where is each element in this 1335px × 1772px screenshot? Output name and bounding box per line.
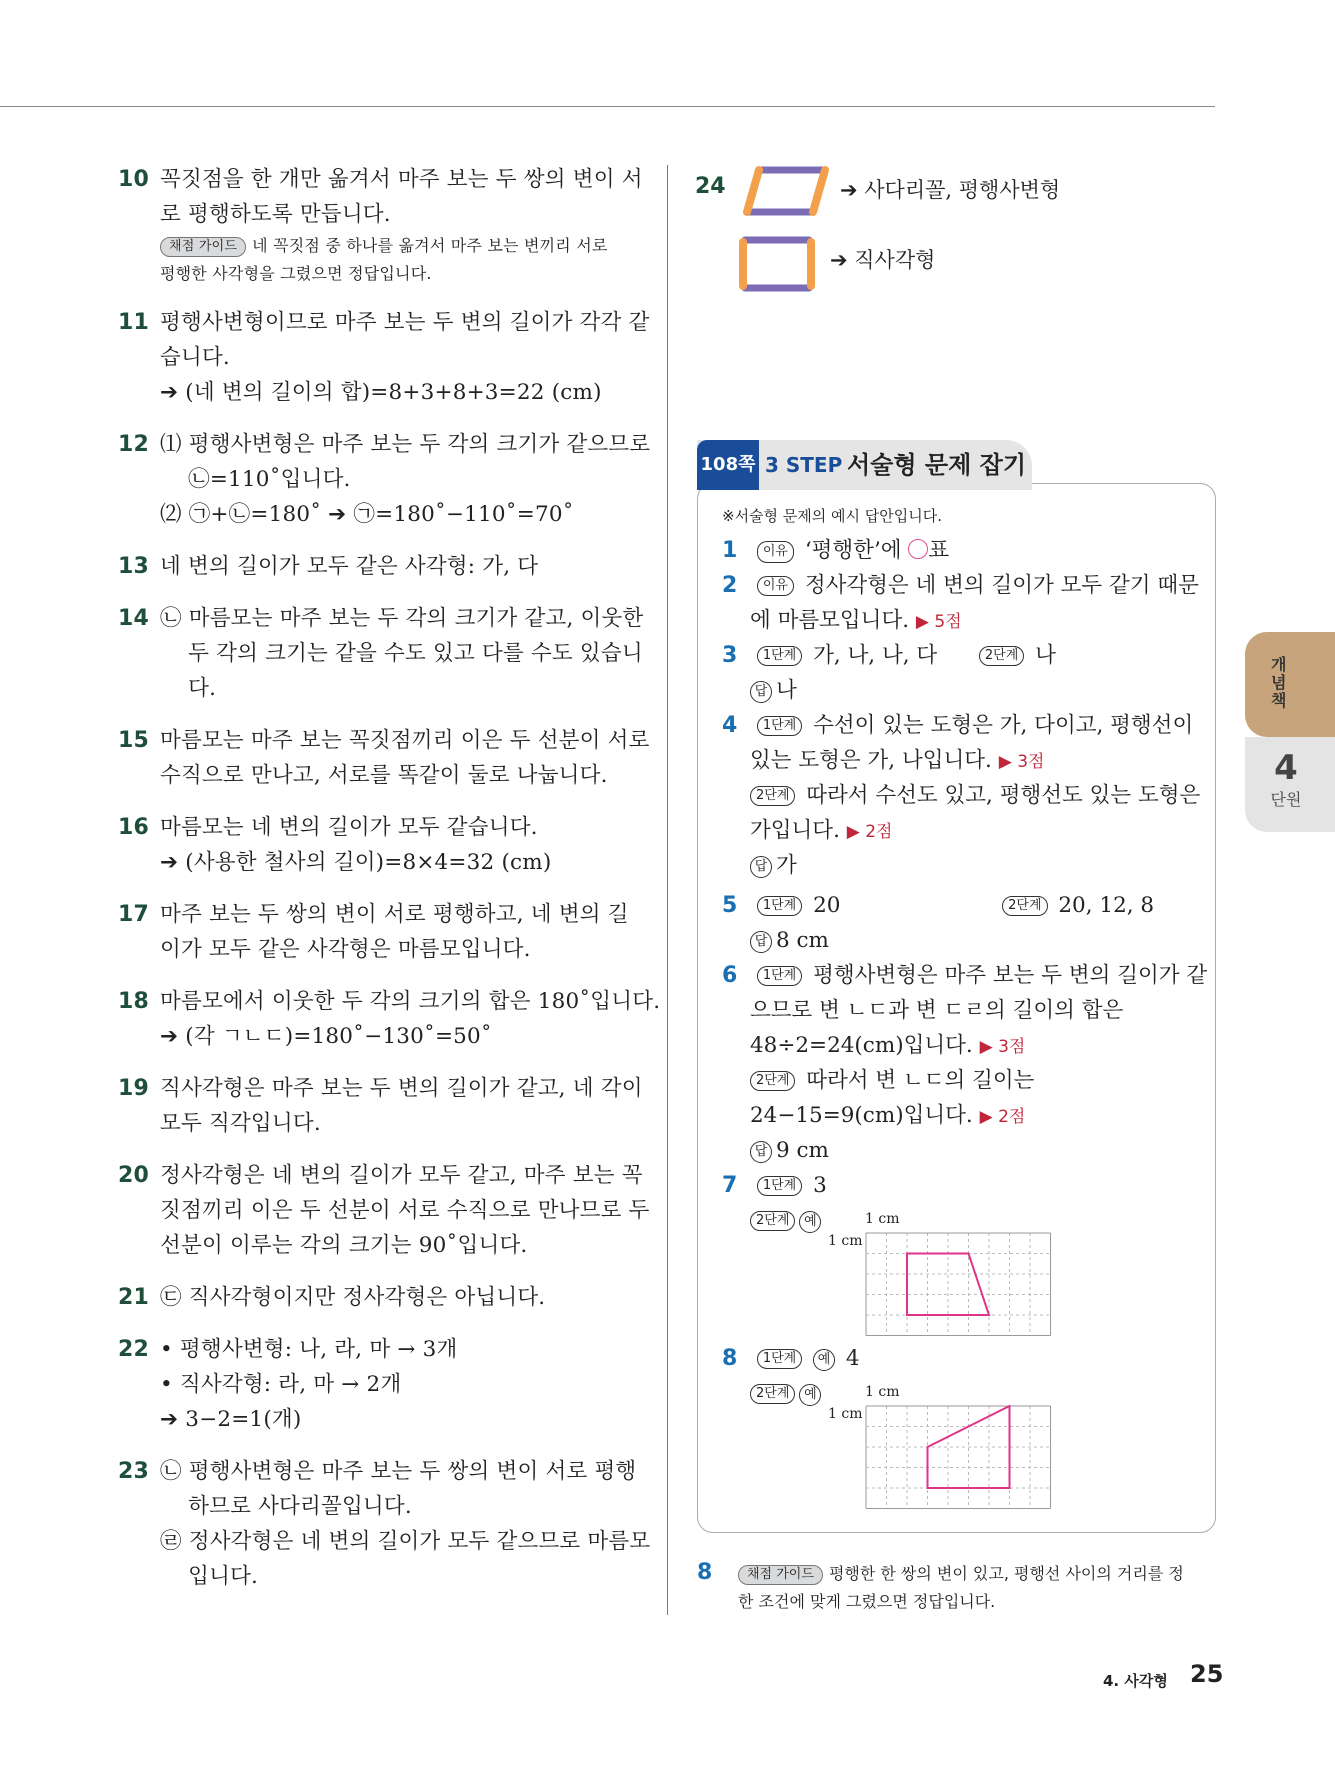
footnote-guide: 채점 가이드 평행한 한 쌍의 변이 있고, 평행선 사이의 거리를 정 한 조건에 맞게 그렸으면 정답입니다. bbox=[738, 1564, 1184, 1611]
section-title: 서술형 문제 잡기 bbox=[847, 451, 1026, 479]
grid-1-trapezoid bbox=[865, 1232, 1055, 1347]
item-line: ➔ (각 ㄱㄴㄷ)=180˚−130˚=50˚ bbox=[160, 1024, 492, 1049]
item-line: 마름모에서 이웃한 두 각의 크기의 합은 180˚입니다. bbox=[160, 989, 661, 1014]
answer-2: 2 이유 정사각형은 네 변의 길이가 모두 같기 때문 bbox=[722, 573, 1199, 598]
answer-item-19 bbox=[118, 1071, 643, 1141]
item-line: 마주 보는 두 쌍의 변이 서로 평행하고, 네 변의 길 bbox=[160, 902, 629, 927]
answer-2-cont: 에 마름모입니다. ▶ 5점 bbox=[750, 608, 962, 633]
answer-4-line-4: 가입니다. ▶ 2점 bbox=[750, 818, 893, 843]
item-line: 모두 직각입니다. bbox=[160, 1111, 321, 1136]
circle-mark-icon bbox=[908, 539, 928, 559]
answer-5: 5 1단계 20 2단계 20, 12, 8 bbox=[722, 893, 1155, 918]
answer-7: 7 1단계 3 bbox=[722, 1173, 827, 1198]
grid-2-top-label: 1 cm bbox=[865, 1384, 900, 1400]
answer-4-line-2: 있는 도형은 가, 나입니다. ▶ 3점 bbox=[750, 748, 1045, 773]
answer-6-result: 답 9 cm bbox=[750, 1133, 829, 1168]
answer-item-15 bbox=[118, 723, 650, 793]
item-number: 23 bbox=[118, 1459, 150, 1484]
answer-5-result: 답 8 cm bbox=[750, 923, 829, 958]
answer-8: 8 1단계 예 4 bbox=[722, 1346, 860, 1371]
item-number: 11 bbox=[118, 310, 150, 335]
item-line: 평행사변형이므로 마주 보는 두 변의 길이가 각각 같 bbox=[160, 310, 650, 335]
answer-item-13 bbox=[118, 549, 638, 584]
answer-item-23 bbox=[118, 1454, 651, 1594]
item-line: 입니다. bbox=[160, 1564, 259, 1589]
item-line: • 평행사변형: 나, 라, 마 → 3개 bbox=[160, 1337, 458, 1362]
item-number: 22 bbox=[118, 1337, 150, 1362]
item-number: 15 bbox=[118, 728, 150, 753]
answer-4-result: 답 가 bbox=[750, 848, 797, 883]
item-number: 19 bbox=[118, 1076, 150, 1101]
answer-1: 1 이유 ‘평행한’에 표 bbox=[722, 538, 950, 563]
item-line: ⑵ ㉠+㉡=180˚ ➔ ㉠=180˚−110˚=70˚ bbox=[160, 502, 574, 527]
item-24-label-1: ➔ 사다리꼴, 평행사변형 bbox=[840, 178, 1061, 202]
answer-3: 3 1단계 가, 나, 나, 다 2단계 나 bbox=[722, 643, 1056, 668]
item-line: 정사각형은 네 변의 길이가 모두 같고, 마주 보는 꼭 bbox=[160, 1163, 643, 1188]
answer-6-line-2: 으므로 변 ㄴㄷ과 변 ㄷㄹ의 길이의 합은 bbox=[750, 998, 1124, 1023]
item-number: 10 bbox=[118, 167, 150, 192]
item-line: ㉢ 직사각형이지만 정사각형은 아닙니다. bbox=[160, 1285, 546, 1310]
item-line: ⑴ 평행사변형은 마주 보는 두 각의 크기가 같으므로 bbox=[160, 432, 651, 457]
item-line: 꼭짓점을 한 개만 옮겨서 마주 보는 두 쌍의 변이 서 bbox=[160, 167, 643, 192]
item-line: 하므로 사다리꼴입니다. bbox=[160, 1494, 412, 1519]
answer-4: 4 1단계 수선이 있는 도형은 가, 다이고, 평행선이 bbox=[722, 713, 1194, 738]
page-number: 25 bbox=[1190, 1660, 1224, 1688]
answer-item-20 bbox=[118, 1158, 650, 1263]
item-line: ㉡=110˚입니다. bbox=[160, 467, 351, 492]
item-24-label-2: ➔ 직사각형 bbox=[830, 248, 936, 272]
item-line: 수직으로 만나고, 서로를 똑같이 둘로 나눕니다. bbox=[160, 763, 608, 788]
answer-item-11 bbox=[118, 305, 650, 410]
item-line: 로 평행하도록 만듭니다. bbox=[160, 202, 391, 227]
grid-1-top-label: 1 cm bbox=[865, 1211, 900, 1227]
footnote-number: 8 bbox=[697, 1560, 713, 1585]
tab-concept-book[interactable]: 개념책 bbox=[1245, 632, 1335, 737]
item-number: 12 bbox=[118, 432, 150, 457]
scoring-guide-line: 채점 가이드 네 꼭짓점 중 하나를 옮겨서 마주 보는 변끼리 서로 bbox=[160, 232, 638, 260]
item-line: 이가 모두 같은 사각형은 마름모입니다. bbox=[160, 937, 531, 962]
step-label: 3 STEP bbox=[765, 453, 843, 477]
item-line: 습니다. bbox=[160, 345, 230, 370]
answer-6-line-5: 24−15=9(cm)입니다. ▶ 2점 bbox=[750, 1103, 1026, 1128]
item-line: ㉡ 평행사변형은 마주 보는 두 쌍의 변이 서로 평행 bbox=[160, 1459, 637, 1484]
chapter-title: 4. 사각형 bbox=[1103, 1672, 1168, 1690]
item-number: 21 bbox=[118, 1285, 150, 1310]
section-note: ※서술형 문제의 예시 답안입니다. bbox=[722, 507, 943, 525]
answer-3-result: 답 나 bbox=[750, 673, 797, 708]
item-line: ➔ 3−2=1(개) bbox=[160, 1407, 302, 1432]
item-line: 네 변의 길이가 모두 같은 사각형: 가, 다 bbox=[160, 554, 539, 579]
answer-item-22 bbox=[118, 1332, 638, 1437]
grid-2-left-label: 1 cm bbox=[828, 1406, 863, 1422]
item-number: 24 bbox=[695, 174, 726, 199]
item-number: 20 bbox=[118, 1163, 150, 1188]
column-divider bbox=[667, 165, 668, 1615]
parallelogram-sticks-icon bbox=[737, 160, 837, 220]
rectangle-sticks-icon bbox=[737, 234, 817, 294]
item-line: ➔ (사용한 철사의 길이)=8×4=32 (cm) bbox=[160, 850, 552, 875]
item-line: ➔ (네 변의 길이의 합)=8+3+8+3=22 (cm) bbox=[160, 380, 602, 405]
item-line: ㉣ 정사각형은 네 변의 길이가 모두 같으므로 마름모 bbox=[160, 1529, 651, 1554]
item-number: 18 bbox=[118, 989, 150, 1014]
item-number: 13 bbox=[118, 554, 150, 579]
item-number: 14 bbox=[118, 606, 150, 631]
item-line: 다. bbox=[160, 676, 217, 701]
answer-item-17 bbox=[118, 897, 638, 967]
scoring-guide-badge: 채점 가이드 bbox=[160, 237, 246, 257]
item-line: 선분이 이루는 각의 크기는 90˚입니다. bbox=[160, 1233, 528, 1258]
answer-item-18 bbox=[118, 984, 661, 1054]
item-line: • 직사각형: 라, 마 → 2개 bbox=[160, 1372, 402, 1397]
page-tag: 108쪽 bbox=[697, 440, 759, 490]
grid-2-trapezoid bbox=[865, 1405, 1055, 1510]
item-line: 마름모는 네 변의 길이가 모두 같습니다. bbox=[160, 815, 538, 840]
tab-unit-4[interactable]: 4 단원 bbox=[1245, 737, 1335, 832]
item-number: 17 bbox=[118, 902, 150, 927]
answer-6-line-3: 48÷2=24(cm)입니다. ▶ 3점 bbox=[750, 1033, 1026, 1058]
answer-8-step2: 2단계 예 bbox=[750, 1376, 825, 1411]
item-line: 두 각의 크기는 같을 수도 있고 다를 수도 있습니 bbox=[160, 641, 643, 666]
item-line: 짓점끼리 이은 두 선분이 서로 수직으로 만나므로 두 bbox=[160, 1198, 650, 1223]
scoring-guide-line: 평행한 사각형을 그렸으면 정답입니다. bbox=[160, 264, 432, 283]
answer-item-21 bbox=[118, 1280, 638, 1315]
answer-item-10 bbox=[118, 162, 643, 288]
answer-6-line-4: 2단계 따라서 변 ㄴㄷ의 길이는 bbox=[750, 1063, 1034, 1098]
grid-1-left-label: 1 cm bbox=[828, 1233, 863, 1249]
answer-7-step2: 2단계 예 bbox=[750, 1203, 825, 1238]
left-column bbox=[118, 162, 661, 1611]
answer-6: 6 1단계 평행사변형은 마주 보는 두 변의 길이가 같 bbox=[722, 963, 1208, 988]
item-line: 마름모는 마주 보는 꼭짓점끼리 이은 두 선분이 서로 bbox=[160, 728, 650, 753]
top-rule bbox=[0, 106, 1215, 107]
answer-item-14 bbox=[118, 601, 644, 706]
item-line: 직사각형은 마주 보는 두 변의 길이가 같고, 네 각이 bbox=[160, 1076, 643, 1101]
item-line: ㉡ 마름모는 마주 보는 두 각의 크기가 같고, 이웃한 bbox=[160, 606, 644, 631]
item-number: 16 bbox=[118, 815, 150, 840]
answer-4-line-3: 2단계 따라서 수선도 있고, 평행선도 있는 도형은 bbox=[750, 778, 1200, 813]
answer-item-12 bbox=[118, 427, 651, 532]
answer-item-16 bbox=[118, 810, 638, 880]
